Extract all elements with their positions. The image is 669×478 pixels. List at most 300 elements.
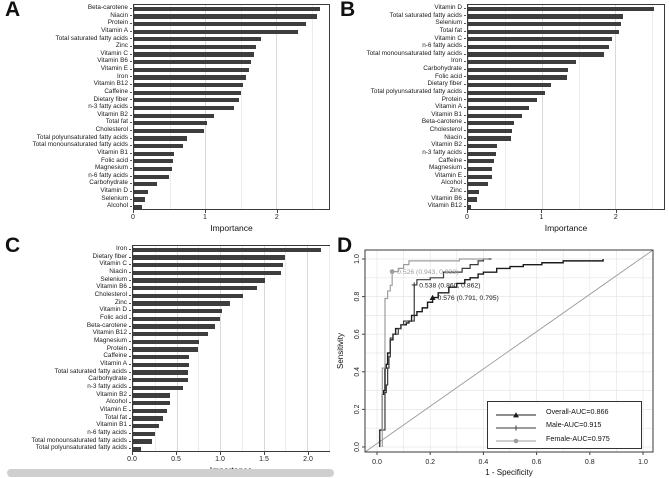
category-tick <box>129 379 131 380</box>
gridline <box>652 5 653 209</box>
legend-label: Female-AUC=0.975 <box>546 433 610 443</box>
category-label: Carbohydrate <box>423 65 462 73</box>
category-tick <box>129 356 131 357</box>
bar <box>468 52 604 56</box>
category-tick <box>464 130 466 131</box>
category-label: Total fat <box>105 118 128 126</box>
x-tick-label: 0 <box>131 214 135 221</box>
category-label: Zinc <box>115 42 128 50</box>
category-tick <box>130 8 132 9</box>
gridline <box>307 246 308 451</box>
bar <box>468 136 511 140</box>
bar <box>134 83 243 87</box>
category-tick <box>129 433 131 434</box>
category-label: Vitamin C <box>99 260 127 268</box>
legend-swatch-svg <box>494 436 538 446</box>
category-label: Vitamin B2 <box>431 141 462 149</box>
bar <box>134 121 207 125</box>
panel-b-letter: B <box>340 0 356 21</box>
y-tick-label: 0.4 <box>354 366 361 377</box>
category-label: Vitamin E <box>434 171 462 179</box>
x-tick-label: 1.5 <box>259 456 269 463</box>
category-label: Beta-carotene <box>421 118 462 126</box>
bar <box>134 190 148 194</box>
x-tick-label: 0.5 <box>171 456 181 463</box>
x-axis-title: Importance <box>210 223 253 233</box>
bar <box>134 60 251 64</box>
category-label: Carbohydrate <box>88 375 127 383</box>
category-tick <box>130 69 132 70</box>
category-tick <box>464 76 466 77</box>
category-tick <box>464 84 466 85</box>
category-tick <box>130 99 132 100</box>
gridline <box>312 5 313 209</box>
category-tick <box>130 115 132 116</box>
category-label: n-3 fatty acids <box>422 148 462 156</box>
category-label: Beta-carotene <box>86 321 127 329</box>
bar <box>134 22 306 26</box>
panel-d <box>335 236 669 478</box>
legend-label: Overall-AUC=0.866 <box>546 407 609 417</box>
panel-d-letter: D <box>337 234 353 257</box>
category-label: Protein <box>441 95 462 103</box>
bar <box>134 30 298 34</box>
category-label: Vitamin B1 <box>97 148 128 156</box>
category-tick <box>464 122 466 123</box>
category-tick <box>464 69 466 70</box>
category-label: Vitamin B12 <box>427 202 462 210</box>
category-label: Total saturated fatty acids <box>55 34 128 42</box>
panel-a-letter: A <box>5 0 21 21</box>
category-tick <box>129 272 131 273</box>
bar <box>468 30 619 34</box>
bar <box>134 129 204 133</box>
bar <box>134 114 214 118</box>
category-label: Vitamin E <box>100 65 128 73</box>
legend-marker-triangle <box>494 407 538 417</box>
category-tick <box>130 138 132 139</box>
bar <box>468 14 623 18</box>
category-label: Vitamin C <box>434 34 462 42</box>
category-label: Dietary fiber <box>92 252 127 260</box>
x-tick-label: 1.0 <box>215 456 225 463</box>
category-label: Vitamin B6 <box>431 194 462 202</box>
category-label: Total monounsaturated fatty acids <box>366 49 462 57</box>
category-tick <box>130 183 132 184</box>
category-tick <box>464 99 466 100</box>
x-axis-tick <box>220 452 221 455</box>
category-tick <box>130 31 132 32</box>
category-tick <box>129 249 131 250</box>
bar <box>468 159 494 163</box>
category-label: n-3 fatty acids <box>88 103 128 111</box>
category-label: Vitamin C <box>100 49 128 57</box>
category-tick <box>129 395 131 396</box>
category-tick <box>464 23 466 24</box>
category-tick <box>464 191 466 192</box>
bar <box>133 363 189 367</box>
category-label: Dietary fiber <box>427 80 462 88</box>
category-tick <box>130 199 132 200</box>
category-tick <box>464 183 466 184</box>
category-tick <box>129 364 131 365</box>
category-label: Folic acid <box>101 156 128 164</box>
category-label: Total saturated fatty acids <box>54 367 127 375</box>
bar <box>468 114 522 118</box>
category-label: Caffeine <box>104 87 128 95</box>
category-tick <box>464 115 466 116</box>
bar <box>134 182 157 186</box>
gridline <box>241 5 242 209</box>
x-tick-label: 0 <box>465 214 469 221</box>
importance-bar-chart-b <box>335 0 669 236</box>
category-tick <box>129 318 131 319</box>
bar <box>468 106 529 110</box>
legend-entry <box>494 432 635 445</box>
category-tick <box>129 257 131 258</box>
category-tick <box>130 54 132 55</box>
category-tick <box>130 122 132 123</box>
category-label: Vitamin D <box>434 4 462 11</box>
legend-marker-circle <box>494 433 538 443</box>
category-label: Vitamin A <box>100 360 127 367</box>
y-tick-label: 0.8 <box>354 291 361 302</box>
x-tick-label: 0.0 <box>127 456 137 463</box>
category-tick <box>129 295 131 296</box>
category-label: Iron <box>450 57 462 65</box>
bar <box>468 37 612 41</box>
category-tick <box>464 153 466 154</box>
category-tick <box>129 280 131 281</box>
bar <box>133 432 155 436</box>
category-label: Total polyunsaturated fatty acids <box>36 133 128 141</box>
legend-label: Male-AUC=0.915 <box>546 420 602 430</box>
legend-entry <box>494 418 635 431</box>
bar <box>134 91 241 95</box>
importance-bar-chart-a <box>0 0 334 236</box>
gridline <box>329 246 330 451</box>
category-tick <box>464 15 466 16</box>
bar <box>468 129 512 133</box>
gridline <box>198 246 199 451</box>
bar <box>133 401 170 405</box>
bar <box>133 370 188 374</box>
category-label: Zinc <box>114 298 127 306</box>
x-tick-label: 0.4 <box>478 459 489 466</box>
category-tick <box>130 76 132 77</box>
x-tick-label: 0.2 <box>425 459 436 466</box>
category-label: Beta-carotene <box>87 4 128 11</box>
x-tick-label: 2 <box>274 214 279 221</box>
bar <box>134 136 187 140</box>
x-axis-tick <box>132 452 133 455</box>
category-tick <box>129 264 131 265</box>
category-label: Niacin <box>444 133 462 141</box>
x-axis-tick <box>277 210 278 213</box>
category-label: Zinc <box>449 187 462 195</box>
category-tick <box>130 168 132 169</box>
x-axis-tick <box>133 210 134 213</box>
y-tick-label: 0.0 <box>354 442 361 452</box>
bar <box>133 332 208 336</box>
bar <box>133 447 141 451</box>
category-tick <box>130 145 132 146</box>
category-tick <box>464 46 466 47</box>
category-tick <box>464 206 466 207</box>
y-tick-label: 0.2 <box>354 404 361 415</box>
category-tick <box>464 54 466 55</box>
threshold-annotation: 0.526 (0.943, 0.933) <box>397 269 459 277</box>
bar <box>468 152 496 156</box>
category-label: n-3 fatty acids <box>87 383 127 390</box>
category-label: Selenium <box>101 194 128 202</box>
bar <box>134 205 142 209</box>
horizontal-scrollbar[interactable] <box>7 469 334 477</box>
x-tick-label: 1.0 <box>638 459 648 466</box>
gridline <box>615 5 616 209</box>
category-label: Selenium <box>100 275 127 283</box>
bar <box>134 159 173 163</box>
category-label: Total saturated fatty acids <box>389 11 462 19</box>
bar <box>134 75 246 79</box>
bar-plot-area <box>133 4 330 210</box>
bar <box>133 393 170 397</box>
category-label: n-6 fatty acids <box>422 42 462 50</box>
bar <box>134 167 172 171</box>
category-tick <box>129 287 131 288</box>
category-tick <box>129 410 131 411</box>
importance-bar-chart-c <box>0 236 334 472</box>
bar <box>133 409 167 413</box>
gridline <box>264 246 265 451</box>
category-label: Caffeine <box>438 156 462 164</box>
category-tick <box>464 107 466 108</box>
bar <box>133 355 189 359</box>
category-tick <box>129 303 131 304</box>
category-label: Total monounsaturated fatty acids <box>32 141 128 149</box>
category-tick <box>129 326 131 327</box>
category-tick <box>129 441 131 442</box>
x-tick-label: 1 <box>539 214 544 221</box>
bar <box>468 167 492 171</box>
bar <box>468 22 621 26</box>
panel-b <box>335 0 669 236</box>
panel-c <box>0 236 334 472</box>
category-label: Magnesium <box>94 164 128 172</box>
category-label: Total monounsaturated fatty acids <box>31 436 127 444</box>
category-tick <box>129 418 131 419</box>
category-tick <box>129 448 131 449</box>
bar <box>134 52 254 56</box>
bar <box>468 121 514 125</box>
threshold-annotation: 0.538 (0.860, 0.862) <box>419 282 481 290</box>
bar <box>468 205 471 209</box>
category-label: Alcohol <box>106 398 127 406</box>
bar <box>133 278 265 282</box>
bar <box>134 197 145 201</box>
bar <box>134 152 174 156</box>
category-label: Vitamin A <box>435 103 462 111</box>
category-tick <box>130 176 132 177</box>
bar <box>468 190 479 194</box>
bar <box>134 14 317 18</box>
category-label: Vitamin B12 <box>92 329 127 337</box>
category-tick <box>464 145 466 146</box>
category-label: Vitamin A <box>101 26 128 34</box>
category-tick <box>130 38 132 39</box>
bar-plot-area <box>467 4 665 210</box>
gridline <box>579 5 580 209</box>
y-axis-title: Sensitivity <box>336 332 345 370</box>
category-label: Vitamin B1 <box>431 110 462 118</box>
category-tick <box>130 130 132 131</box>
bar <box>468 60 576 64</box>
gridline <box>242 246 243 451</box>
gridline <box>285 246 286 451</box>
x-axis-tick <box>467 210 468 213</box>
category-label: Cholesterol <box>95 126 128 134</box>
category-label: Alcohol <box>441 179 462 187</box>
bar <box>133 439 152 443</box>
panel-a <box>0 0 334 236</box>
bar-plot-area <box>132 245 330 452</box>
bar <box>468 182 488 186</box>
category-tick <box>464 8 466 9</box>
x-axis-title: Importance <box>544 223 588 233</box>
bar <box>133 378 188 382</box>
bar <box>134 106 234 110</box>
category-label: Cholesterol <box>94 291 127 298</box>
panel-c-letter: C <box>5 234 21 257</box>
bar <box>133 301 230 305</box>
bar <box>133 271 281 275</box>
category-label: Iron <box>116 72 128 80</box>
gridline <box>220 246 221 451</box>
x-tick-label: 2.0 <box>303 456 313 463</box>
category-tick <box>464 138 466 139</box>
category-label: Niacin <box>110 11 128 19</box>
category-tick <box>130 15 132 16</box>
bar <box>133 309 222 313</box>
category-label: Vitamin B1 <box>96 421 127 429</box>
category-tick <box>129 387 131 388</box>
category-label: Total fat <box>439 26 462 34</box>
threshold-annotation: 0.576 (0.791, 0.795) <box>437 295 499 303</box>
bar <box>133 248 321 252</box>
category-label: Vitamin E <box>99 406 127 413</box>
category-label: n-6 fatty acids <box>87 429 127 436</box>
category-tick <box>129 333 131 334</box>
category-label: Protein <box>107 19 128 27</box>
category-label: Vitamin B2 <box>97 110 128 118</box>
category-label: Vitamin B12 <box>93 80 128 88</box>
x-axis-title: 1 - Specificity <box>485 468 533 477</box>
category-tick <box>129 349 131 350</box>
bar <box>468 83 551 87</box>
category-tick <box>130 191 132 192</box>
category-tick <box>464 92 466 93</box>
bar <box>468 197 477 201</box>
category-tick <box>464 168 466 169</box>
category-tick <box>130 206 132 207</box>
bar <box>133 386 183 390</box>
x-tick-label: 0.6 <box>531 459 542 466</box>
category-label: Dietary fiber <box>93 95 128 103</box>
bar <box>133 324 215 328</box>
category-tick <box>464 160 466 161</box>
category-tick <box>464 199 466 200</box>
category-tick <box>129 425 131 426</box>
y-tick-label: 1.0 <box>354 254 361 264</box>
category-tick <box>130 107 132 108</box>
gridline <box>276 5 277 209</box>
x-axis-tick <box>264 452 265 455</box>
category-label: Magnesium <box>428 164 462 172</box>
x-tick-label: 1 <box>202 214 207 221</box>
category-tick <box>464 38 466 39</box>
category-label: Total polyunsaturated fatty acids <box>370 87 462 95</box>
bar <box>133 424 159 428</box>
category-label: Niacin <box>109 268 127 275</box>
circle-marker <box>390 269 395 274</box>
roc-legend <box>487 401 642 449</box>
category-tick <box>464 61 466 62</box>
category-label: Selenium <box>435 19 462 27</box>
category-tick <box>130 61 132 62</box>
category-label: Vitamin B6 <box>97 57 128 65</box>
category-label: n-6 fatty acids <box>88 171 128 179</box>
legend-entry <box>494 405 635 418</box>
category-tick <box>130 84 132 85</box>
category-label: Caffeine <box>103 352 127 360</box>
legend-marker-plus <box>494 420 538 430</box>
bar <box>133 255 285 259</box>
category-tick <box>129 310 131 311</box>
category-label: Folic acid <box>100 314 127 321</box>
bar <box>468 68 568 72</box>
category-tick <box>464 31 466 32</box>
category-tick <box>464 176 466 177</box>
bar <box>468 91 545 95</box>
x-tick-label: 0.8 <box>584 459 595 466</box>
x-axis-tick <box>308 452 309 455</box>
category-label: Magnesium <box>93 337 127 344</box>
category-label: Vitamin D <box>99 306 127 314</box>
circle-legend-marker <box>514 439 519 444</box>
bar <box>134 175 169 179</box>
category-tick <box>130 23 132 24</box>
category-label: Folic acid <box>435 72 462 80</box>
bar <box>133 286 257 290</box>
x-axis-tick <box>616 210 617 213</box>
bar <box>134 37 261 41</box>
x-axis-tick <box>176 452 177 455</box>
category-label: Carbohydrate <box>89 179 128 187</box>
bar <box>133 416 163 420</box>
bar <box>468 7 654 11</box>
category-tick <box>130 160 132 161</box>
bar <box>468 75 567 79</box>
category-label: Cholesterol <box>429 126 462 134</box>
roc-curve-chart <box>335 236 669 478</box>
bar <box>134 45 256 49</box>
bar <box>134 7 320 11</box>
bar <box>133 263 283 267</box>
category-label: Protein <box>106 344 127 352</box>
bar <box>133 294 243 298</box>
category-tick <box>130 46 132 47</box>
category-tick <box>130 153 132 154</box>
